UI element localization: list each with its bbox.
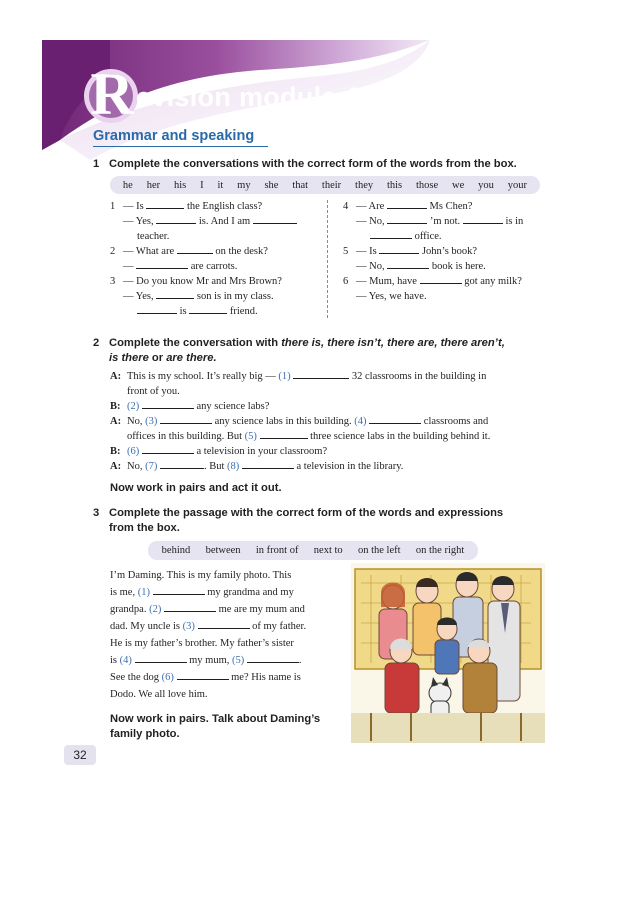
answer-blank[interactable] <box>177 244 213 254</box>
ex3-number: 3 <box>93 507 100 519</box>
dialog-text: book is here. <box>431 261 486 272</box>
title-initial: R <box>90 61 134 127</box>
dialog-line <box>110 259 325 274</box>
word-box-item: you <box>478 179 494 191</box>
word-box-item: his <box>173 179 187 191</box>
dialog-text: — Yes, <box>123 216 154 227</box>
blank-number: (3) <box>182 621 195 632</box>
blank-number: (4) <box>354 416 367 427</box>
word-box-item: on the left <box>357 545 401 556</box>
dialog-text: got any milk? <box>464 276 522 287</box>
conversation-text: 32 classrooms in the building in <box>349 371 487 382</box>
conversation-line <box>110 429 542 444</box>
passage-line <box>110 652 342 669</box>
answer-blank[interactable] <box>379 244 419 254</box>
speaker-label: B: <box>110 401 121 412</box>
dialog-text: are carrots. <box>190 261 238 272</box>
passage-text: me are my mum and <box>215 604 305 615</box>
conversation-line <box>110 444 542 459</box>
word-box-item: that <box>292 179 309 191</box>
dialog-text: Ms Chen? <box>429 201 473 212</box>
blank-number: (5) <box>232 655 245 666</box>
conversation-text: . But <box>203 461 228 472</box>
ex2-followup: Now work in pairs and act it out. <box>110 482 282 494</box>
dialog-text: — Is <box>123 201 144 212</box>
passage-text: He is my father’s brother. My father’s sister <box>110 638 294 649</box>
word-box-item: behind <box>161 545 191 556</box>
dialog-text: — Are <box>356 201 385 212</box>
passage-line <box>110 601 342 618</box>
word-box-item: she <box>264 179 279 191</box>
conversation-text: front of you. <box>127 386 180 397</box>
dialog-text: son is in my class. <box>196 291 274 302</box>
dialog-line <box>343 199 543 214</box>
word-box-item: those <box>416 179 439 191</box>
word-box-item: I <box>200 179 204 191</box>
dialog-text: on the desk? <box>215 246 268 257</box>
dialog-text: the English class? <box>186 201 263 212</box>
conversation-line <box>110 459 542 474</box>
answer-blank[interactable] <box>177 670 229 680</box>
answer-blank[interactable] <box>387 199 427 209</box>
dialog-text: — What are <box>123 246 175 257</box>
dialog-text: is in <box>505 216 524 227</box>
word-box-item: in front of <box>255 545 299 556</box>
dialog-number: 4 <box>343 201 349 212</box>
dialog-text: — Yes, we have. <box>356 291 427 302</box>
conversation-text: a television in your classroom? <box>193 446 328 457</box>
ex2-or: or <box>151 352 164 364</box>
ex3-followup-line1: Now work in pairs. Talk about Daming’s <box>110 713 321 725</box>
passage-line <box>110 635 342 652</box>
ex2-conversation <box>110 369 542 474</box>
ex3-instruction <box>93 507 503 519</box>
dialog-number: 1 <box>110 201 116 212</box>
answer-blank[interactable] <box>153 585 205 595</box>
dialog-line <box>343 259 543 274</box>
family-photo-illustration <box>351 563 545 743</box>
conversation-text: any science labs in this building. <box>211 416 355 427</box>
passage-text: my grandma and my <box>204 587 294 598</box>
conversation-text: No, <box>127 461 146 472</box>
dialog-text: office. <box>414 231 442 242</box>
dialog-line <box>110 244 325 259</box>
dialog-text: — Mum, have <box>356 276 417 287</box>
answer-blank[interactable] <box>247 653 299 663</box>
answer-blank[interactable] <box>142 399 194 409</box>
word-box-item: next to <box>313 545 343 556</box>
blank-number: (2) <box>127 401 140 412</box>
passage-text: is me, <box>110 587 138 598</box>
blank-number: (8) <box>227 461 240 472</box>
dialog-line <box>110 304 325 319</box>
passage-text: . <box>298 655 302 666</box>
answer-blank[interactable] <box>156 289 194 299</box>
answer-blank[interactable] <box>369 414 421 424</box>
word-box-item: they <box>355 179 374 191</box>
column-divider <box>327 200 328 318</box>
passage-text: See the dog <box>110 672 162 683</box>
dialog-line <box>110 199 325 214</box>
answer-blank[interactable] <box>293 369 349 379</box>
word-box-item: on the right <box>415 545 465 556</box>
dialog-text: — No, <box>356 216 385 227</box>
passage-text: of my father. <box>249 621 307 632</box>
dialog-text: — No, <box>356 261 385 272</box>
ex2-instruction-line2 <box>109 352 217 364</box>
answer-blank[interactable] <box>242 459 294 469</box>
dialog-line <box>110 214 325 229</box>
dialog-text: — Do you know Mr and Mrs Brown? <box>123 276 282 287</box>
answer-blank[interactable] <box>136 259 188 269</box>
dialog-number: 3 <box>110 276 116 287</box>
ex1-left-column <box>110 199 325 319</box>
passage-text: I’m Daming. This is my family photo. This <box>110 570 292 581</box>
blank-number: (1) <box>278 371 291 382</box>
word-box-item: your <box>507 179 527 191</box>
section-underline <box>93 146 268 147</box>
ex3-followup-line2: family photo. <box>110 728 180 740</box>
passage-text: grandpa. <box>110 604 150 615</box>
answer-blank[interactable] <box>142 444 194 454</box>
ex1-instruction <box>93 158 517 170</box>
dialog-text: teacher. <box>137 231 170 242</box>
blank-number: (2) <box>149 604 162 615</box>
conversation-text: three science labs in the building behind it. <box>307 431 491 442</box>
passage-text: dad. My uncle is <box>110 621 183 632</box>
passage-line <box>110 567 342 584</box>
passage-text: Dodo. We all love him. <box>110 689 208 700</box>
dialog-text: friend. <box>229 306 258 317</box>
ex2-number: 2 <box>93 337 100 349</box>
speaker-label: B: <box>110 446 121 457</box>
passage-line <box>110 584 342 601</box>
dialog-number: 5 <box>343 246 349 257</box>
word-box-item: he <box>122 179 133 191</box>
answer-blank[interactable] <box>370 229 412 239</box>
word-box-item: my <box>237 179 251 191</box>
page-number: 32 <box>64 745 96 765</box>
answer-blank[interactable] <box>253 214 297 224</box>
answer-blank[interactable] <box>137 304 177 314</box>
conversation-line <box>110 414 542 429</box>
answer-blank[interactable] <box>164 602 216 612</box>
blank-number: (7) <box>145 461 158 472</box>
answer-blank[interactable] <box>156 214 196 224</box>
answer-blank[interactable] <box>160 414 212 424</box>
blank-number: (5) <box>244 431 257 442</box>
dialog-text: — Is <box>356 246 377 257</box>
answer-blank[interactable] <box>420 274 462 284</box>
ex3-instruction-line2: from the box. <box>109 522 180 534</box>
word-box-item: their <box>321 179 342 191</box>
answer-blank[interactable] <box>189 304 227 314</box>
dialog-line <box>110 229 325 244</box>
conversation-text: This is my school. It’s really big — <box>127 371 279 382</box>
answer-blank[interactable] <box>198 619 250 629</box>
dialog-line <box>343 274 543 289</box>
ex2-instruction-italic: there is, there isn’t, there are, there aren’t, <box>281 337 505 349</box>
answer-blank[interactable] <box>160 459 204 469</box>
answer-blank[interactable] <box>463 214 503 224</box>
answer-blank[interactable] <box>387 259 429 269</box>
answer-blank[interactable] <box>146 199 184 209</box>
word-box-item: her <box>146 179 161 191</box>
dialog-line <box>343 289 543 304</box>
blank-number: (1) <box>137 587 150 598</box>
word-box-item: between <box>205 545 241 556</box>
ex3-word-box <box>148 541 478 560</box>
dialog-line <box>110 289 325 304</box>
passage-line <box>110 669 342 686</box>
ex3-instruction-line1: Complete the passage with the correct form of the words and expressions <box>109 507 504 519</box>
ex1-number: 1 <box>93 158 100 170</box>
conversation-text: a television in the library. <box>293 461 404 472</box>
ex2-instruction <box>93 337 505 349</box>
ex2-is-there: is there <box>109 352 149 364</box>
conversation-line <box>110 369 542 384</box>
blank-number: (6) <box>161 672 174 683</box>
word-box-item: it <box>217 179 224 191</box>
dialog-text: is. And I am <box>198 216 251 227</box>
blank-number: (6) <box>127 446 140 457</box>
dialog-text: — Yes, <box>123 291 154 302</box>
passage-line <box>110 686 342 703</box>
section-heading: Grammar and speaking <box>93 128 255 144</box>
conversation-text: No, <box>127 416 146 427</box>
blank-number: (3) <box>145 416 158 427</box>
ex1-word-box <box>110 176 540 194</box>
speaker-label: A: <box>110 461 122 472</box>
word-box-item: this <box>386 179 403 191</box>
dialog-number: 6 <box>343 276 349 287</box>
ex2-are-there: are there. <box>166 352 217 364</box>
speaker-label: A: <box>110 416 122 427</box>
passage-line <box>110 618 342 635</box>
conversation-text: offices in this building. But <box>127 431 245 442</box>
dialog-line <box>343 244 543 259</box>
ex1-instruction-text: Complete the conversations with the correct form of the words from the box. <box>109 158 517 170</box>
page-title: evision module A <box>136 82 364 112</box>
dialog-line <box>343 229 543 244</box>
dialog-text: is <box>179 306 187 317</box>
answer-blank[interactable] <box>260 429 308 439</box>
passage-text: my mum, <box>186 655 233 666</box>
word-box-item: we <box>452 179 465 191</box>
conversation-text: classrooms and <box>421 416 489 427</box>
dialog-text: John’s book? <box>421 246 478 257</box>
conversation-line <box>110 384 542 399</box>
passage-text: is <box>110 655 120 666</box>
conversation-line <box>110 399 542 414</box>
dialog-line <box>110 274 325 289</box>
answer-blank[interactable] <box>387 214 427 224</box>
ex3-passage <box>110 567 342 703</box>
conversation-text: any science labs? <box>193 401 270 412</box>
dialog-text: — <box>123 261 134 272</box>
dialog-text: ’m not. <box>429 216 461 227</box>
dialog-number: 2 <box>110 246 116 257</box>
dialog-line <box>343 214 543 229</box>
answer-blank[interactable] <box>135 653 187 663</box>
ex2-instruction-plain: Complete the conversation with <box>109 337 279 349</box>
speaker-label: A: <box>110 371 122 382</box>
blank-number: (4) <box>119 655 132 666</box>
passage-text: me? His name is <box>228 672 301 683</box>
ex1-right-column <box>343 199 543 304</box>
